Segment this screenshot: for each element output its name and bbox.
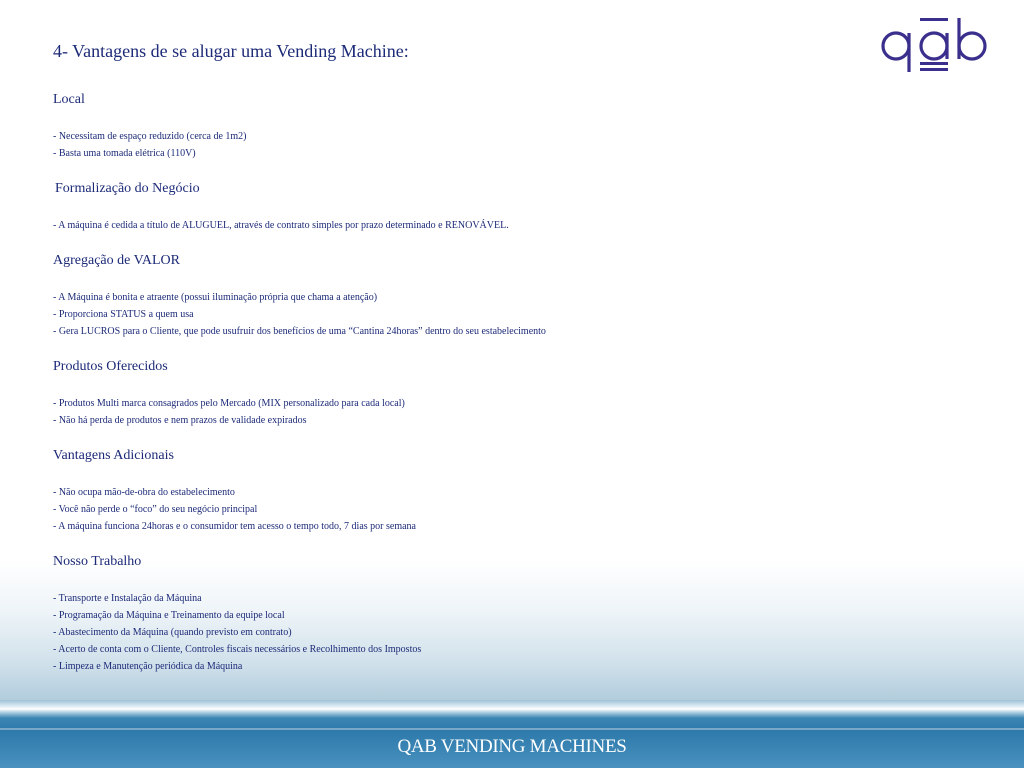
list-item: - Não ocupa mão-de-obra do estabelecimento: [53, 487, 235, 498]
list-item: - Proporciona STATUS a quem usa: [53, 309, 194, 320]
list-item: - Você não perde o “foco” do seu negócio principal: [53, 504, 258, 515]
section-produtos: [53, 357, 953, 429]
list-item: - Acerto de conta com o Cliente, Controles fiscais necessários e Recolhimento dos Impostos: [53, 644, 422, 655]
list-item: - Transporte e Instalação da Máquina: [53, 593, 202, 604]
footer-band-line: [0, 728, 1024, 730]
section-heading: Formalização do Negócio: [55, 181, 200, 196]
section-vantagens: [53, 446, 953, 535]
section-formalizacao: [53, 179, 953, 234]
section-items: [53, 128, 953, 162]
section-items: [53, 590, 953, 675]
list-item: - Gera LUCROS para o Cliente, que pode usufruir dos benefícios de uma “Cantina 24horas” dentro do seu estabelecimento: [53, 326, 546, 337]
section-items: [53, 484, 953, 535]
section-items: [53, 289, 953, 340]
section-items: [53, 217, 953, 234]
section-agregacao: [53, 251, 953, 340]
list-item: - Produtos Multi marca consagrados pelo Mercado (MIX personalizado para cada local): [53, 398, 405, 409]
list-item: - Programação da Máquina e Treinamento da equipe local: [53, 610, 285, 621]
list-item: - A máquina funciona 24horas e o consumidor tem acesso o tempo todo, 7 dias por semana: [53, 521, 416, 532]
page-title: 4- Vantagens de se alugar uma Vending Machine:: [53, 41, 409, 61]
section-trabalho: [53, 552, 953, 675]
section-heading: Nosso Trabalho: [53, 554, 142, 569]
footer-title: QAB VENDING MACHINES: [397, 736, 627, 757]
list-item: - A Máquina é bonita e atraente (possui iluminação própria que chama a atenção): [53, 292, 378, 303]
section-heading: Local: [53, 92, 85, 107]
main-content: [53, 38, 953, 692]
section-heading: Produtos Oferecidos: [53, 359, 168, 374]
section-heading: Vantagens Adicionais: [53, 448, 174, 463]
section-heading: Agregação de VALOR: [53, 253, 181, 268]
list-item: - Abastecimento da Máquina (quando previsto em contrato): [53, 627, 292, 638]
list-item: - Não há perda de produtos e nem prazos de validade expirados: [53, 415, 307, 426]
section-items: [53, 395, 953, 429]
list-item: - Basta uma tomada elétrica (110V): [53, 148, 196, 159]
section-local: [53, 90, 953, 162]
list-item: - Limpeza e Manutenção periódica da Máquina: [53, 661, 243, 672]
list-item: - A máquina é cedida a título de ALUGUEL, através de contrato simples por prazo determinado e RENOVÁVEL.: [53, 220, 509, 231]
list-item: - Necessitam de espaço reduzido (cerca de 1m2): [53, 131, 247, 142]
